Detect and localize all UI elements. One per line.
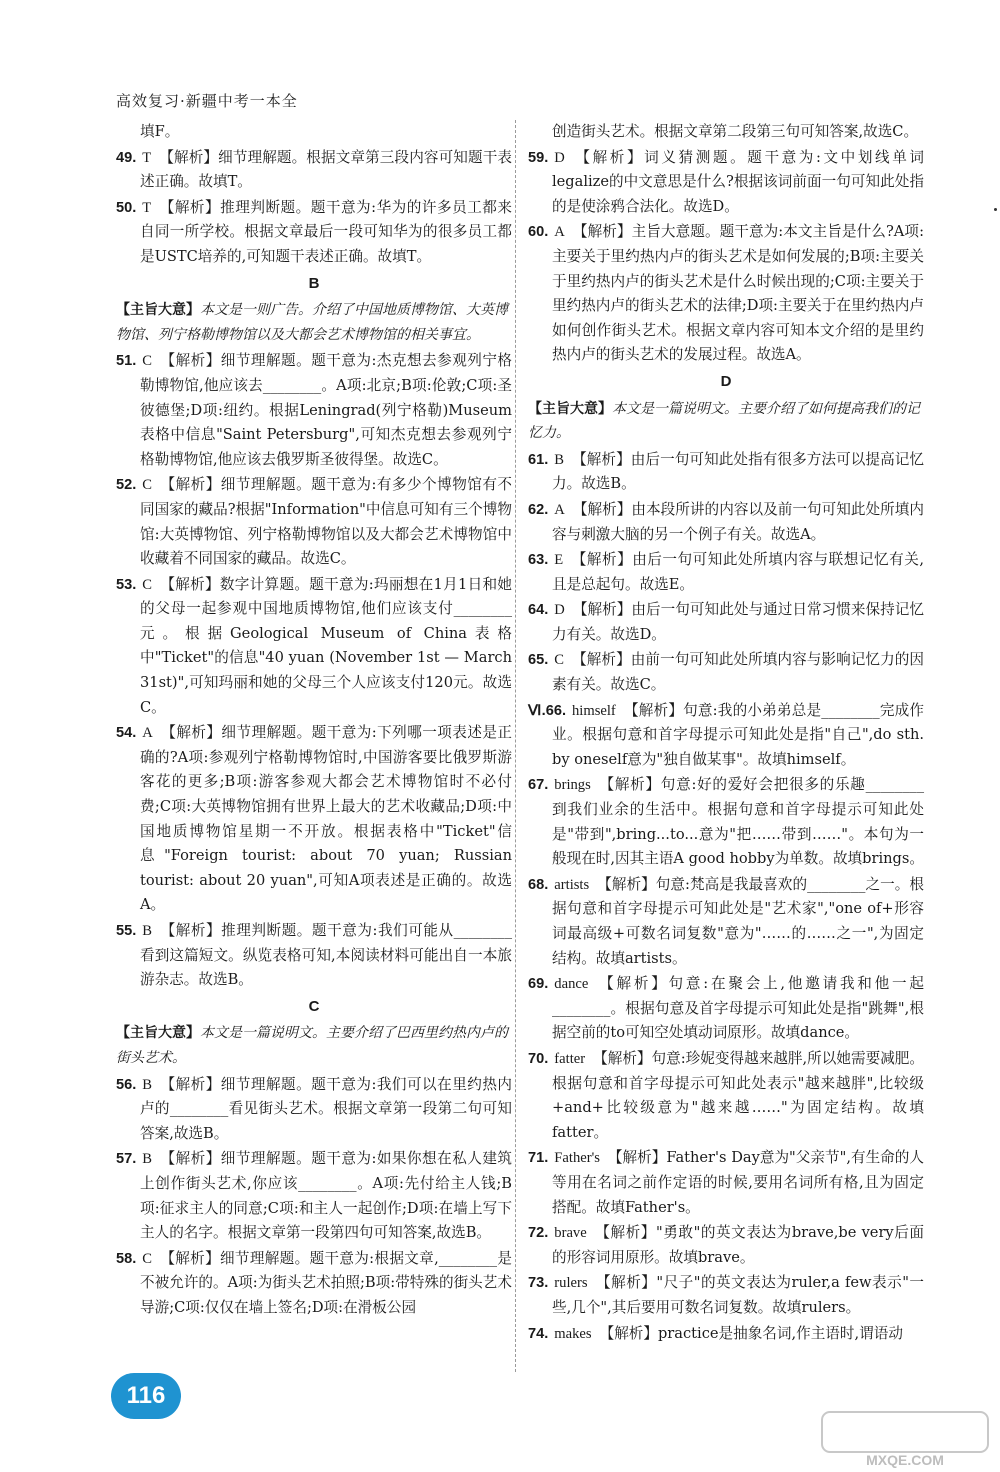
answer-item	[528, 699, 924, 773]
answer-key: C	[554, 652, 565, 669]
answer-key: brings	[554, 777, 591, 794]
summary-text: 本文是一篇说明文。主要介绍了如何提高我们的记忆力。	[528, 400, 920, 442]
question-number: 68.	[528, 876, 549, 893]
question-number: 63.	[528, 552, 549, 569]
answer-item	[528, 873, 924, 971]
answer-key: D	[554, 602, 565, 619]
question-number: 65.	[528, 652, 549, 669]
explanation-text: 【解析】细节理解题。题干意为:下列哪一项表述是正确的?A项:参观列宁格勒博物馆时,中国游客要比俄罗斯游客花的更多;B项:游客参观大都会艺术博物馆时不必付费;C项:大英博物馆拥有世界上最大的艺术收藏品;D项:中国地质博物馆星期一不开放。根据表格中"Ticket"信息"Foreign tourist: about 70 yuan; Russian tourist: about 20 yuan",可知A项表述是正确的。故选A。	[140, 724, 512, 914]
question-number: 51.	[116, 353, 137, 370]
explanation-text: 【解析】细节理解题。题干意为:杰克想去参观列宁格勒博物馆,他应该去________。A项:北京;B项:伦敦;C项:圣彼德堡;D项:纽约。根据Leningrad(列宁格勒)Museum表格中信息"Saint Petersburg",可知杰克想去参观列宁格勒博物馆,他应该去俄罗斯圣彼得堡。故选C。	[140, 352, 512, 468]
answer-item	[116, 1247, 512, 1321]
column-divider	[515, 120, 516, 1372]
answer-item	[528, 220, 924, 368]
question-number: 62.	[528, 501, 549, 518]
answer-key: B	[142, 1151, 153, 1168]
question-number: 71.	[528, 1150, 549, 1167]
answer-item	[116, 1147, 512, 1245]
answer-item	[528, 548, 924, 597]
explanation-text: 【解析】句意:梵高是我最喜欢的________之一。根据句意和首字母提示可知此处是"艺术家","one of+形容词最高级+可数名词复数"意为"……的……之一",为固定结构。故填artists。	[552, 875, 924, 967]
continued-text: 创造街头艺术。根据文章第二段第三句可知答案,故选C。	[552, 123, 919, 140]
answer-key: fatter	[554, 1050, 586, 1067]
question-number: Ⅵ.66.	[528, 702, 566, 719]
answer-item	[116, 573, 512, 721]
explanation-text: 【解析】Father's Day意为"父亲节",有生命的人等用在名词之前作定语的时候,要用名词所有格,且为固定搭配。故填Father's。	[552, 1149, 924, 1216]
answer-item	[116, 473, 512, 571]
answer-key: C	[142, 353, 153, 370]
question-number: 67.	[528, 777, 549, 794]
answer-item	[116, 146, 512, 195]
question-number: 56.	[116, 1076, 137, 1093]
question-number: 61.	[528, 451, 549, 468]
explanation-text: 【解析】由后一句可知此处指有很多方法可以提高记忆力。故选B。	[552, 450, 924, 493]
answer-item	[528, 448, 924, 497]
question-number: 72.	[528, 1225, 549, 1242]
explanation-text: 【解析】由后一句可知此处与通过日常习惯来保持记忆力有关。故选D。	[552, 601, 924, 643]
explanation-text: 【解析】细节理解题。题干意为:根据文章,________是不被允许的。A项:为街头艺术拍照;B项:带特殊的街头艺术导游;C项:仅仅在墙上签名;D项:在滑板公园	[140, 1249, 512, 1316]
answer-item	[528, 1221, 924, 1270]
answer-key: Father's	[554, 1150, 600, 1167]
answer-item	[528, 1146, 924, 1220]
answer-key: T	[142, 149, 152, 166]
explanation-text: 【解析】数字计算题。题干意为:玛丽想在1月1日和她的父母一起参观中国地质博物馆,他们应该支付________元。根据Geological Museum of China表格中"Ticket"的信息"40 yuan (November 1st — March 31st)",可知玛丽和她的父母三个人应该支付120元。故选C。	[140, 575, 512, 716]
question-number: 74.	[528, 1325, 549, 1342]
question-number: 52.	[116, 477, 137, 494]
summary-paragraph	[116, 1021, 512, 1070]
answer-key: B	[142, 1076, 153, 1093]
answer-key: C	[142, 576, 153, 593]
answer-key: rulers	[554, 1275, 588, 1292]
question-number: 58.	[116, 1250, 137, 1267]
answer-item	[528, 648, 924, 697]
answer-item	[116, 721, 512, 918]
explanation-text: 【解析】主旨大意题。题干意为:本文主旨是什么?A项:主要关于里约热内卢的街头艺术是如何发展的;B项:主要关于里约热内卢的街头艺术是什么时候出现的;C项:主要关于里约热内卢的街头艺术的法律;D项:主要关于在里约热内卢如何创作街头艺术。根据文章内容可知本文介绍的是里约热内卢的街头艺术的发展过程。故选A。	[552, 223, 924, 364]
summary-text: 本文是一则广告。介绍了中国地质博物馆、大英博物馆、列宁格勒博物馆以及大都会艺术博物馆的相关事宜。	[116, 302, 508, 343]
explanation-text: 【解析】由后一句可知此处所填内容与联想记忆有关,且是总起句。故选E。	[552, 551, 924, 593]
answer-key: D	[554, 149, 565, 166]
continued-text: 填F。	[140, 123, 180, 140]
answer-key: A	[142, 725, 153, 742]
explanation-text: 【解析】句意:在聚会上,他邀请我和他一起________。根据句意及首字母提示可知此处是指"跳舞",根据空前的to可知空处填动词原形。故填dance。	[552, 975, 924, 1042]
explanation-text: 【解析】句意:珍妮变得越来越胖,所以她需要减肥。根据句意和首字母提示可知此处表示"越来越胖",比较级+and+比较级意为"越来越……"为固定结构。故填fatter。	[552, 1049, 924, 1141]
answer-key: dance	[554, 976, 589, 993]
summary-paragraph	[116, 298, 512, 347]
answer-item	[528, 1047, 924, 1145]
answer-key: C	[142, 477, 153, 494]
right-column	[528, 120, 924, 1347]
explanation-text: 【解析】由本段所讲的内容以及前一句可知此处所填内容与刺激大脑的另一个例子有关。故选A。	[552, 500, 924, 543]
explanation-text: 【解析】细节理解题。题干意为:有多少个博物馆有不同国家的藏品?根据"Information"中信息可知有三个博物馆:大英博物馆、列宁格勒博物馆以及大都会艺术博物馆中收藏着不同国家的藏品。故选C。	[140, 476, 512, 568]
answer-key: A	[554, 501, 565, 518]
answer-item	[116, 196, 512, 270]
explanation-text: 【解析】"尺子"的英文表达为ruler,a few表示"一些,几个",其后要用可数名词复数。故填rulers。	[552, 1274, 924, 1316]
question-number: 69.	[528, 976, 549, 993]
explanation-text: 【解析】句意:我的小弟弟总是________完成作业。根据句意和首字母提示可知此处是指"自己",do sth. by oneself意为"独自做某事"。故填himself。	[552, 701, 924, 768]
summary-paragraph	[528, 397, 924, 446]
answer-item	[116, 919, 512, 993]
answer-item	[528, 146, 924, 220]
answer-item	[528, 598, 924, 647]
answer-key: makes	[554, 1325, 592, 1342]
explanation-text: 【解析】词义猜测题。题干意为:文中划线单词legalize的中文意思是什么?根据该词前面一句可知此处指的是使涂鸦合法化。故选D。	[552, 148, 924, 215]
watermark-box	[822, 1412, 988, 1452]
explanation-text: 【解析】细节理解题。题干意为:我们可以在里约热内卢的________看见街头艺术。根据文章第一段第二句可知答案,故选B。	[140, 1075, 512, 1142]
answer-item	[116, 1073, 512, 1147]
summary-text: 本文是一篇说明文。主要介绍了巴西里约热内卢的街头艺术。	[116, 1025, 508, 1066]
summary-tag: 【主旨大意】	[116, 302, 200, 319]
answer-item	[528, 773, 924, 871]
section-heading: D	[720, 372, 732, 390]
question-number: 55.	[116, 923, 137, 939]
page-header: 高效复习·新疆中考一本全	[116, 92, 298, 110]
answer-key: E	[554, 552, 564, 569]
summary-tag: 【主旨大意】	[116, 1025, 200, 1042]
question-number: 60.	[528, 224, 549, 241]
question-number: 49.	[116, 149, 137, 166]
watermark-logo	[820, 1410, 990, 1470]
answer-item	[528, 1322, 924, 1347]
question-number: 53.	[116, 576, 137, 593]
question-number: 64.	[528, 602, 549, 619]
explanation-text: 【解析】推理判断题。题干意为:我们可能从________看到这篇短文。纵览表格可知,本阅读材料可能出自一本旅游杂志。故选B。	[140, 922, 512, 989]
watermark-text: MXQE.COM	[866, 1452, 944, 1468]
answer-key: himself	[572, 702, 616, 719]
answer-key: brave	[554, 1225, 587, 1242]
section-heading: B	[308, 274, 320, 292]
explanation-text: 【解析】practice是抽象名词,作主语时,谓语动	[599, 1324, 903, 1342]
question-number: 59.	[528, 149, 549, 166]
section-heading: C	[308, 997, 320, 1015]
answer-key: artists	[554, 876, 590, 893]
answer-key: T	[142, 199, 152, 216]
summary-tag: 【主旨大意】	[528, 400, 612, 417]
answer-item	[528, 972, 924, 1046]
question-number: 70.	[528, 1050, 549, 1067]
answer-key: A	[554, 224, 565, 241]
answer-key: B	[554, 451, 565, 468]
explanation-text: 【解析】"勇敢"的英文表达为brave,be very后面的形容词用原形。故填brave。	[552, 1224, 924, 1266]
answer-item	[116, 349, 512, 472]
question-number: 54.	[116, 725, 137, 742]
explanation-text: 【解析】推理判断题。题干意为:华为的许多员工都来自同一所学校。根据文章最后一段可知华为的很多员工都是USTC培养的,可知题干表述正确。故填T。	[140, 198, 512, 265]
answer-item	[528, 1271, 924, 1320]
question-number: 50.	[116, 199, 137, 216]
answer-item	[528, 498, 924, 547]
explanation-text: 【解析】由前一句可知此处所填内容与影响记忆力的因素有关。故选C。	[552, 651, 924, 694]
page-number-badge: 116	[111, 1373, 181, 1419]
margin-dot	[994, 208, 997, 211]
question-number: 73.	[528, 1275, 549, 1292]
explanation-text: 【解析】细节理解题。题干意为:如果你想在私人建筑上创作街头艺术,你应该________。A项:先付给主人钱;B项:征求主人的同意;C项:和主人一起创作;D项:在墙上写下主人的名字。根据文章第一段第四句可知答案,故选B。	[140, 1150, 512, 1242]
explanation-text: 【解析】句意:好的爱好会把很多的乐趣________到我们业余的生活中。根据句意和首字母提示可知此处是"带到",bring...to...意为"把……带到……"。本句为一般现在时,因其主语A good hobby为单数。故填brings。	[552, 776, 924, 868]
answer-key: C	[142, 1250, 153, 1267]
left-column	[116, 120, 512, 1322]
question-number: 57.	[116, 1151, 137, 1168]
answer-key: B	[142, 923, 153, 939]
explanation-text: 【解析】细节理解题。根据文章第三段内容可知题干表述正确。故填T。	[140, 148, 512, 191]
